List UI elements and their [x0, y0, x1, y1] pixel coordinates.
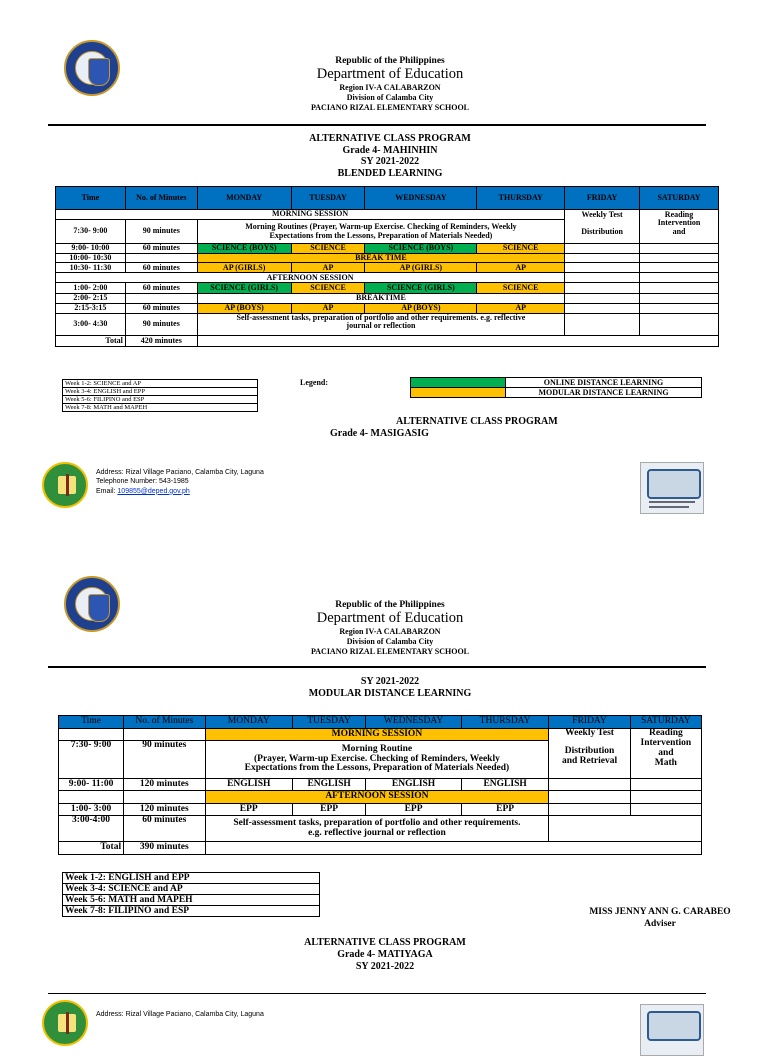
minutes-cell: 90 minutes [124, 741, 205, 779]
col-header: TUESDAY [292, 716, 365, 729]
subject-cell: SCIENCE [477, 244, 565, 254]
adviser-role: Adviser [644, 919, 676, 929]
time-cell: 7:30- 9:00 [59, 741, 124, 779]
adviser-name: MISS JENNY ANN G. CARABEO [589, 907, 731, 917]
minutes-cell: 60 minutes [125, 263, 197, 273]
region-text: Region IV-A CALABARZON [339, 627, 441, 636]
legend-text: MODULAR DISTANCE LEARNING [506, 388, 702, 398]
school-logo [42, 1000, 88, 1046]
school-text: PACIANO RIZAL ELEMENTARY SCHOOL [310, 103, 470, 112]
col-header: SATURDAY [640, 187, 719, 210]
subject-cell: EPP [461, 804, 548, 816]
week-item: Week 1-2: SCIENCE and AP [63, 380, 258, 388]
footer-email-row [96, 487, 264, 496]
subject-cell: AP (BOYS) [197, 303, 291, 313]
col-header: TUESDAY [291, 187, 365, 210]
title-line: SY 2021-2022 [360, 156, 420, 167]
certification-badge [640, 462, 704, 514]
title-line: Grade 4- MAHINHIN [342, 144, 438, 156]
footer-telephone: Telephone Number: 543-1985 [96, 478, 189, 486]
total-value: 420 minutes [125, 335, 197, 346]
saturday-note-line: Math [654, 757, 677, 768]
break-time-cell: BREAK TIME [197, 254, 564, 263]
col-header: FRIDAY [565, 187, 640, 210]
morning-routine-line: Expectations from the Lessons, Preparation of Materials Needed) [269, 230, 493, 240]
subject-cell: SCIENCE [477, 283, 565, 294]
page1-header [190, 56, 590, 113]
legend-swatch [411, 378, 506, 388]
minutes-cell: 90 minutes [125, 220, 197, 244]
next-title-line: Grade 4- MASIGASIG [330, 428, 429, 439]
col-header: MONDAY [205, 716, 292, 729]
saturday-note-line: and [672, 226, 686, 236]
friday-note-line: Distribution [564, 745, 615, 756]
time-cell: 9:00- 10:00 [56, 244, 126, 254]
footer-email-label: Email: [96, 487, 118, 495]
minutes-cell: 60 minutes [125, 303, 197, 313]
friday-note-line: and Retrieval [561, 755, 618, 766]
morning-routine-line: (Prayer, Warm-up Exercise. Checking of Reminders, Weekly [254, 753, 500, 764]
week-item: Week 3-4: ENGLISH and EPP [63, 388, 258, 396]
page1-title [180, 133, 600, 179]
saturday-note-line: Reading [664, 210, 694, 219]
legend-text: ONLINE DISTANCE LEARNING [506, 378, 702, 388]
time-cell: 3:00-4:00 [59, 816, 124, 842]
afternoon-session-label: AFTERNOON SESSION [56, 273, 565, 283]
time-cell: 2:00- 2:15 [56, 294, 126, 303]
subject-cell: EPP [292, 804, 365, 816]
subject-cell: AP [291, 303, 365, 313]
week-subjects-list [62, 379, 258, 412]
blended-schedule-table [55, 186, 719, 347]
friday-note [549, 729, 630, 779]
footer-address: Address: Rizal Village Paciano, Calamba City, Laguna [96, 469, 264, 476]
republic-text: Republic of the Philippines [335, 56, 445, 66]
col-header: SATURDAY [630, 716, 701, 729]
saturday-note-line: Intervention [657, 218, 701, 228]
time-cell: 2:15-3:15 [56, 303, 126, 313]
morning-routine-cell [197, 220, 564, 244]
minutes-cell: 90 minutes [125, 313, 197, 335]
week-item: Week 7-8: MATH and MAPEH [63, 404, 258, 412]
time-cell: 3:00- 4:30 [56, 313, 126, 335]
week-item: Week 5-6: FILIPINO and ESP [63, 396, 258, 404]
self-assessment-line: Self-assessment tasks, preparation of portfolio and other requirements. e.g. reflective [236, 312, 526, 322]
afternoon-session-label: AFTERNOON SESSION [205, 791, 549, 804]
week-item: Week 1-2: ENGLISH and EPP [63, 873, 320, 884]
time-cell: 9:00- 11:00 [59, 779, 124, 791]
col-header: WEDNESDAY [366, 716, 462, 729]
legend-swatch [411, 388, 506, 398]
page2-title [180, 676, 600, 700]
deped-seal-logo [64, 40, 120, 96]
subject-cell: SCIENCE (BOYS) [197, 244, 291, 254]
email-link[interactable]: 109855@deped.gov.ph [117, 487, 190, 495]
col-header: FRIDAY [549, 716, 630, 729]
total-label: Total [56, 335, 126, 346]
certification-badge [640, 1004, 704, 1056]
week-item: Week 7-8: FILIPINO and ESP [63, 906, 320, 917]
next-title-line: SY 2021-2022 [355, 961, 415, 972]
saturday-note-line: Reading [648, 728, 683, 738]
subject-cell: SCIENCE (GIRLS) [365, 283, 477, 294]
subject-cell: AP (BOYS) [365, 303, 477, 313]
subject-cell: AP [291, 263, 365, 273]
subject-cell: ENGLISH [205, 779, 292, 791]
time-cell: 10:00- 10:30 [56, 254, 126, 263]
header-divider [48, 666, 706, 668]
time-cell: 1:00- 2:00 [56, 283, 126, 294]
friday-note-line: Distribution [581, 227, 623, 237]
subject-cell: SCIENCE [291, 244, 365, 254]
self-assessment-line: e.g. reflective journal or reflection [308, 827, 446, 838]
subject-cell: SCIENCE [291, 283, 365, 294]
title-line: SY 2021-2022 [360, 676, 420, 687]
self-assessment-cell [197, 313, 564, 335]
division-text: Division of Calamba City [346, 637, 434, 646]
total-value: 390 minutes [124, 842, 205, 855]
next-title-line: ALTERNATIVE CLASS PROGRAM [396, 416, 558, 427]
morning-session-label: MORNING SESSION [205, 729, 549, 741]
col-header: Time [56, 187, 126, 210]
self-assessment-line: journal or reflection [346, 321, 416, 331]
friday-note-line: Weekly Test [581, 210, 623, 219]
saturday-note [630, 729, 701, 779]
republic-text: Republic of the Philippines [335, 600, 445, 610]
subject-cell: ENGLISH [461, 779, 548, 791]
col-header: No. of Minutes [124, 716, 205, 729]
division-text: Division of Calamba City [346, 93, 434, 102]
minutes-cell: 60 minutes [124, 816, 205, 842]
subject-cell: AP (GIRLS) [365, 263, 477, 273]
subject-cell: AP [477, 263, 565, 273]
subject-cell: SCIENCE (BOYS) [365, 244, 477, 254]
adviser-block [560, 906, 760, 930]
time-cell: 7:30- 9:00 [56, 220, 126, 244]
col-header: Time [59, 716, 124, 729]
col-header: WEDNESDAY [365, 187, 477, 210]
school-text: PACIANO RIZAL ELEMENTARY SCHOOL [310, 647, 470, 656]
morning-session-label: MORNING SESSION [56, 210, 565, 220]
time-cell: 1:00- 3:00 [59, 804, 124, 816]
minutes-cell: 120 minutes [124, 779, 205, 791]
region-text: Region IV-A CALABARZON [339, 83, 441, 92]
col-header: MONDAY [197, 187, 291, 210]
legend-table [410, 377, 702, 398]
title-line: ALTERNATIVE CLASS PROGRAM [309, 133, 471, 144]
time-cell: 10:30- 11:30 [56, 263, 126, 273]
week-item: Week 3-4: SCIENCE and AP [63, 884, 320, 895]
legend-label: Legend: [300, 378, 328, 387]
subject-cell: ENGLISH [366, 779, 462, 791]
department-text: Department of Education [316, 66, 464, 82]
col-header: THURSDAY [477, 187, 565, 210]
friday-note [565, 210, 640, 244]
subject-cell: EPP [205, 804, 292, 816]
title-line: MODULAR DISTANCE LEARNING [308, 688, 472, 699]
footer-contact [96, 1010, 264, 1019]
department-text: Department of Education [316, 610, 464, 626]
subject-cell: AP [477, 303, 565, 313]
saturday-note-line: Intervention [640, 737, 692, 748]
col-header: THURSDAY [461, 716, 548, 729]
self-assessment-cell [205, 816, 549, 842]
morning-routine-line: Morning Routine [341, 743, 413, 754]
morning-routine-cell [205, 741, 549, 779]
subject-cell: AP (GIRLS) [197, 263, 291, 273]
minutes-cell: 60 minutes [125, 244, 197, 254]
footer-contact [96, 468, 264, 496]
title-line: BLENDED LEARNING [337, 167, 443, 179]
school-logo [42, 462, 88, 508]
saturday-note [640, 210, 719, 244]
subject-cell: EPP [366, 804, 462, 816]
saturday-note-line: and [658, 747, 674, 758]
morning-routine-line: Expectations from the Lessons, Preparation of Materials Needed) [244, 763, 510, 774]
header-divider [48, 124, 706, 126]
morning-routine-line: Morning Routines (Prayer, Warm-up Exercise. Checking of Reminders, Weekly [245, 222, 517, 232]
next-program-title [330, 416, 558, 440]
subject-cell: SCIENCE (GIRLS) [197, 283, 291, 294]
subject-cell: ENGLISH [292, 779, 365, 791]
deped-seal-logo [64, 576, 120, 632]
break-time-cell: BREAKTIME [197, 294, 564, 303]
friday-note-line: Weekly Test [565, 728, 614, 738]
footer-divider [48, 993, 706, 994]
week-subjects-list [62, 872, 320, 917]
modular-schedule-table [58, 715, 702, 855]
self-assessment-line: Self-assessment tasks, preparation of portfolio and other requirements. [233, 817, 521, 828]
col-header: No. of Minutes [125, 187, 197, 210]
minutes-cell: 60 minutes [125, 283, 197, 294]
total-label: Total [59, 842, 124, 855]
minutes-cell: 120 minutes [124, 804, 205, 816]
next-title-line: Grade 4- MATIYAGA [337, 949, 433, 960]
next-program-title [260, 937, 510, 973]
week-item: Week 5-6: MATH and MAPEH [63, 895, 320, 906]
next-title-line: ALTERNATIVE CLASS PROGRAM [304, 937, 466, 948]
page2-header [190, 600, 590, 657]
footer-address: Address: Rizal Village Paciano, Calamba City, Laguna [96, 1011, 264, 1018]
